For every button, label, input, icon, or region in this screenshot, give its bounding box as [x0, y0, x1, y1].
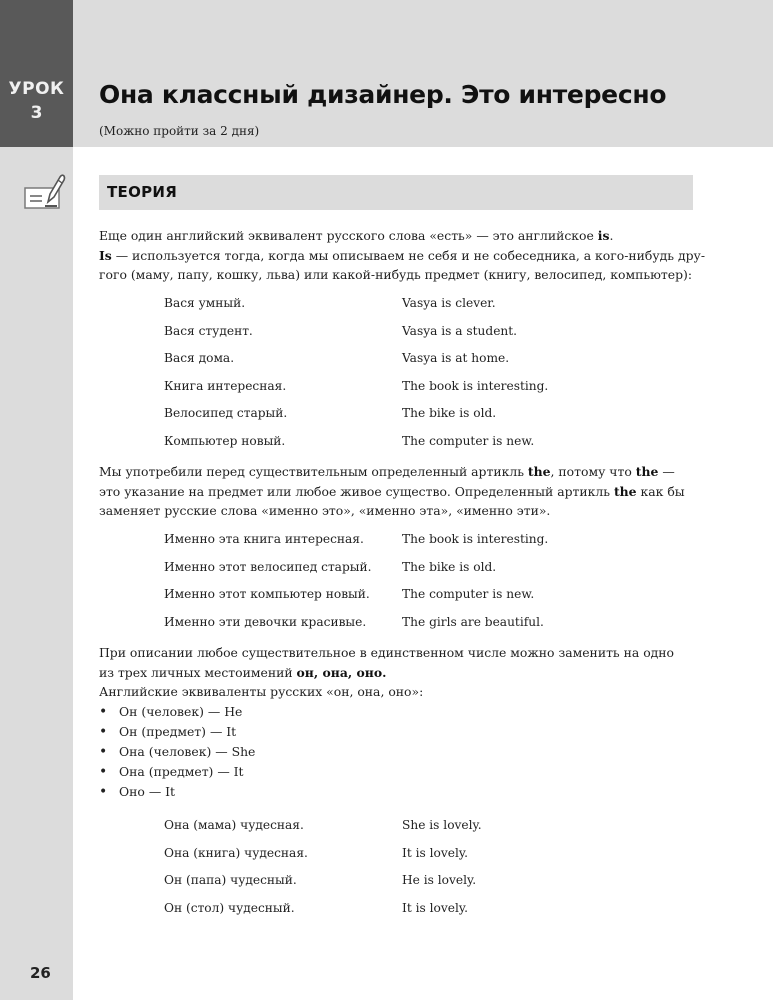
russian-phrase: Она (мама) чудесная.	[164, 818, 304, 832]
lesson-badge	[0, 0, 73, 147]
article-paragraph	[99, 462, 699, 521]
text: , потому что	[550, 464, 636, 479]
text: из трех личных местоимений	[99, 664, 297, 680]
list-item: • Он (человек) — He	[99, 702, 255, 722]
text: — используется тогда, когда мы описываем не себя и не собеседника, а кого-нибудь дру-	[111, 247, 706, 263]
notepad-pencil-icon	[24, 172, 66, 212]
english-translation: The computer is new.	[402, 587, 535, 602]
english-translation: Vasya is at home.	[402, 351, 510, 365]
example-row	[164, 873, 477, 888]
bold-text: the	[613, 483, 637, 499]
list-item: • Он (предмет) — It	[99, 722, 255, 742]
russian-phrase: Велосипед старый.	[164, 406, 288, 420]
text: как бы	[636, 483, 685, 499]
pronouns-paragraph	[99, 643, 699, 702]
example-row	[164, 559, 497, 574]
page-subtitle: (Можно пройти за 2 дня)	[99, 124, 260, 138]
russian-phrase: Книга интересная.	[164, 378, 287, 393]
text: Еще один английский эквивалент русского слова «есть» — это английское	[99, 228, 598, 243]
bold-text: the	[635, 464, 659, 479]
english-translation: The computer is new.	[402, 433, 535, 448]
text: При описании любое существительное в единственном числе можно заменить на одно	[99, 645, 675, 660]
russian-phrase: Вася студент.	[164, 323, 253, 338]
russian-phrase: Именно эта книга интересная.	[164, 532, 364, 546]
text: .	[609, 228, 614, 243]
page-title: Она классный дизайнер. Это интересно	[99, 80, 667, 109]
page-number: 26	[30, 964, 51, 982]
section-heading: ТЕОРИЯ	[107, 183, 178, 201]
section-heading-bar	[99, 175, 693, 210]
example-row	[164, 901, 468, 916]
text: заменяет русские слова «именно это», «именно эта», «именно эти».	[99, 503, 551, 518]
english-translation: Vasya is a student.	[402, 323, 518, 338]
example-row	[164, 845, 468, 860]
russian-phrase: Вася умный.	[164, 296, 246, 310]
example-row	[164, 818, 482, 832]
example-row	[164, 378, 549, 393]
russian-phrase: Он (папа) чудесный.	[164, 873, 297, 888]
english-translation: He is lovely.	[402, 873, 477, 888]
english-translation: The bike is old.	[402, 406, 497, 420]
english-translation: The book is interesting.	[402, 378, 549, 393]
lesson-number: 3	[30, 103, 43, 123]
bold-text: the	[527, 464, 551, 479]
text: Мы употребили перед существительным определенный артикль	[99, 464, 528, 479]
english-translation: She is lovely.	[402, 818, 482, 832]
list-item: • Она (человек) — She	[99, 742, 255, 762]
russian-phrase: Именно эти девочки красивые.	[164, 615, 367, 630]
intro-paragraph	[99, 226, 706, 285]
russian-phrase: Именно этот велосипед старый.	[164, 559, 372, 574]
example-row	[164, 351, 510, 365]
bold-text: Is	[99, 247, 112, 263]
sidebar	[0, 147, 73, 1000]
example-row	[164, 323, 518, 338]
english-translation: It is lovely.	[402, 845, 468, 860]
english-translation: It is lovely.	[402, 901, 468, 916]
russian-phrase: Он (стол) чудесный.	[164, 901, 295, 916]
example-row	[164, 406, 497, 420]
russian-phrase: Компьютер новый.	[164, 433, 286, 448]
lesson-label: УРОК	[8, 79, 65, 99]
list-item: • Оно — It	[99, 782, 255, 802]
english-translation: Vasya is clever.	[402, 296, 496, 310]
text: Английские эквиваленты русских «он, она, оно»:	[99, 684, 424, 699]
russian-phrase: Вася дома.	[164, 351, 235, 365]
text: гого (маму, папу, кошку, льва) или какой-нибудь предмет (книгу, велосипед, компьютер):	[99, 267, 693, 282]
example-row	[164, 433, 535, 448]
english-translation: The book is interesting.	[402, 532, 549, 546]
text: это указание на предмет или любое живое существо. Определенный артикль	[99, 483, 614, 499]
russian-phrase: Именно этот компьютер новый.	[164, 587, 370, 602]
list-item: • Она (предмет) — It	[99, 762, 255, 782]
english-translation: The girls are beautiful.	[402, 615, 544, 630]
example-row	[164, 296, 496, 310]
bold-text: is	[597, 228, 610, 243]
english-translation: The bike is old.	[402, 559, 497, 574]
example-row	[164, 587, 535, 602]
example-row	[164, 532, 549, 546]
example-row	[164, 615, 544, 630]
bold-text: он, она, оно.	[296, 664, 387, 680]
pronoun-list	[99, 702, 255, 802]
text: —	[658, 464, 675, 479]
russian-phrase: Она (книга) чудесная.	[164, 845, 308, 860]
